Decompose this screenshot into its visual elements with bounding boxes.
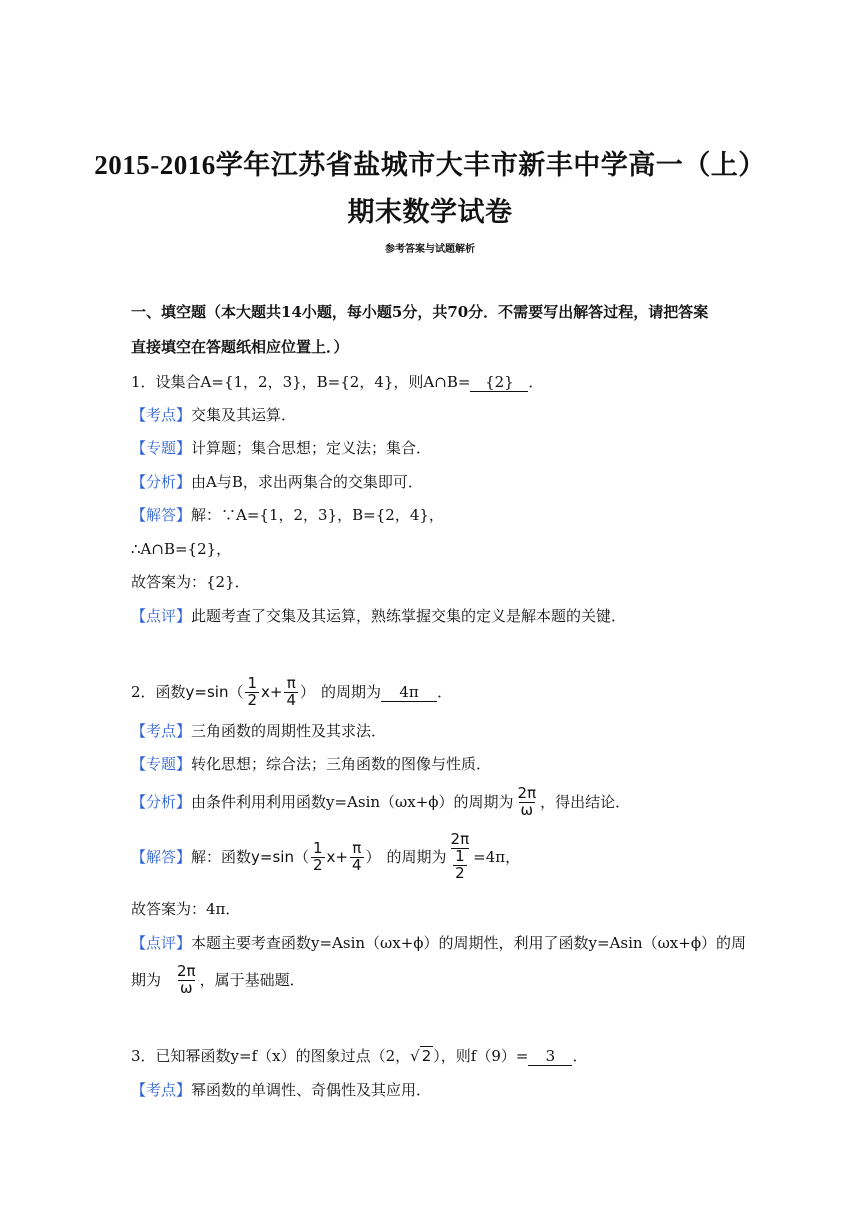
- q2-frac-pi4-den: 4: [286, 690, 297, 709]
- q2-stem-pre: 2．函数: [131, 683, 186, 701]
- q2-frac-half-num: 1: [247, 673, 258, 692]
- q2-period-den: ω: [520, 800, 534, 819]
- q2-jieda: [131, 828, 520, 886]
- q2-dianping-line2-pre: 期为: [131, 971, 162, 989]
- q1-dianping-text: 此题考查了交集及其运算，熟练掌握交集的定义是解本题的关键．: [191, 607, 627, 625]
- q1-stem-text: 1．设集合A={1，2，3}，B={2，4}，则A∩B=: [131, 373, 471, 391]
- q3-stem-end: ．: [572, 1047, 588, 1065]
- q2-dianping-line2: [131, 960, 305, 1000]
- q2-jieda-frac-pi4: [350, 838, 364, 874]
- q2-compound-den: [451, 848, 469, 882]
- q2-jieda-func-pre: y=sin（: [251, 848, 309, 866]
- q2-stem: [131, 672, 452, 712]
- tag-dianping: 【点评】: [131, 607, 192, 625]
- doc-subtitle: 参考答案与试题解析: [385, 244, 475, 255]
- q2-dianping-period-den: ω: [180, 978, 193, 997]
- q2-compound-inner-den: 2: [455, 863, 465, 882]
- q2-func-pre: y=sin（: [185, 683, 244, 701]
- q2-jieda-func-post: ）: [365, 848, 381, 866]
- q1-jieda: [131, 505, 444, 525]
- q2-jieda-frac-half-den: 2: [312, 855, 323, 874]
- q1-zhuanti-text: 计算题；集合思想；定义法；集合．: [191, 439, 432, 457]
- q1-stem-end: ．: [528, 373, 544, 391]
- q2-zhuanti: [131, 754, 491, 774]
- q1-dianping: [131, 606, 626, 626]
- q2-jieda-frac-half: [311, 838, 325, 874]
- q3-sqrt-radicand: 2: [421, 1047, 432, 1065]
- q2-jieda-func-mid: x+: [326, 848, 348, 866]
- q1-fenxi: [131, 472, 423, 492]
- q2-compound-frac: [449, 832, 472, 881]
- q2-zhuanti-text: 转化思想；综合法；三角函数的图像与性质．: [191, 755, 492, 773]
- q2-answer-blank: 4π: [381, 683, 437, 702]
- q2-dianping-period-frac: [175, 961, 198, 997]
- q2-fenxi-pre: 由条件利用利用函数y=Asin（ωx+ϕ）的周期为: [191, 793, 514, 811]
- q2-stem-post: 的周期为: [321, 683, 382, 701]
- q1-zhuanti: [131, 438, 431, 458]
- q2-jieda-pre: 解：函数: [191, 848, 252, 866]
- tag-kaodian: 【考点】: [131, 406, 192, 424]
- q3-kaodian-text: 幂函数的单调性、奇偶性及其应用．: [191, 1081, 432, 1099]
- q2-stem-end: ．: [437, 683, 453, 701]
- q1-jieda-line2: ∴A∩B={2}，: [131, 540, 232, 558]
- doc-title-line1: 2015-2016学年江苏省盐城市大丰市新丰中学高一（上）: [94, 150, 766, 180]
- q2-jieda-line3: 故答案为：4π．: [131, 900, 241, 918]
- q2-jieda-mid: 的周期为: [386, 848, 447, 866]
- q2-frac-half-den: 2: [247, 690, 258, 709]
- q1-kaodian-text: 交集及其运算．: [191, 406, 297, 424]
- tag-zhuanti: 【专题】: [131, 439, 192, 457]
- tag-kaodian: 【考点】: [131, 1081, 192, 1099]
- q1-answer-blank: {2}: [470, 373, 528, 392]
- q2-compound-num: 2π: [450, 830, 470, 849]
- tag-fenxi: 【分析】: [131, 473, 192, 491]
- q2-fenxi: [131, 782, 630, 822]
- q2-jieda-post: =4π，: [473, 848, 521, 866]
- q1-kaodian: [131, 405, 296, 425]
- q1-jieda-line3: 故答案为：{2}．: [131, 573, 250, 591]
- q1-jieda-text: 解：∵A={1，2，3}，B={2，4}，: [191, 506, 444, 524]
- q3-stem-mid: ），则f（9）=: [433, 1047, 529, 1065]
- q2-jieda-frac-pi4-den: 4: [351, 855, 362, 874]
- q2-fenxi-post: ，得出结论．: [540, 793, 631, 811]
- tag-zhuanti: 【专题】: [131, 755, 192, 773]
- q2-jieda-frac-pi4-num: π: [352, 838, 362, 857]
- doc-title-line2: 期末数学试卷: [347, 197, 513, 227]
- q2-dianping: [131, 933, 746, 953]
- q2-frac-half: [245, 673, 259, 709]
- q1-fenxi-text: 由A与B，求出两集合的交集即可．: [191, 473, 423, 491]
- q3-stem-pre: 3．已知幂函数y=f（x）的图象过点（2，: [131, 1047, 411, 1065]
- q3-sqrt: [410, 1046, 433, 1066]
- q3-answer-blank: 3: [528, 1047, 572, 1066]
- section-heading-line2: 直接填空在答题纸相应位置上．）: [131, 338, 349, 356]
- q2-func-mid: x+: [261, 683, 283, 701]
- q2-period-frac: [516, 783, 539, 819]
- q3-stem: [131, 1046, 587, 1066]
- q2-compound-inner-frac: [453, 849, 467, 882]
- q2-kaodian: [131, 721, 386, 741]
- q2-dianping-line1: 本题主要考查函数y=Asin（ωx+ϕ）的周期性，利用了函数y=Asin（ωx+ϕ）的周: [191, 934, 747, 952]
- tag-jieda: 【解答】: [131, 848, 192, 866]
- q2-func-post: ）: [300, 683, 316, 701]
- q2-kaodian-text: 三角函数的周期性及其求法．: [191, 722, 387, 740]
- q3-kaodian: [131, 1080, 431, 1100]
- sqrt-icon: √: [410, 1047, 420, 1065]
- q2-dianping-period-num: 2π: [177, 961, 196, 980]
- q2-jieda-frac-half-num: 1: [312, 838, 323, 857]
- tag-dianping: 【点评】: [131, 934, 192, 952]
- tag-kaodian: 【考点】: [131, 722, 192, 740]
- tag-jieda: 【解答】: [131, 506, 192, 524]
- q2-frac-pi4-num: π: [286, 673, 296, 692]
- q2-dianping-line2-post: ，属于基础题．: [199, 971, 305, 989]
- q2-frac-pi4: [284, 673, 298, 709]
- tag-fenxi: 【分析】: [131, 793, 192, 811]
- q1-stem: [131, 372, 543, 392]
- q2-period-num: 2π: [517, 783, 537, 802]
- q2-compound-inner-num: 1: [455, 847, 465, 866]
- section-heading-line1: 一、填空题（本大题共14小题，每小题5分，共70分．不需要写出解答过程，请把答案: [131, 303, 709, 321]
